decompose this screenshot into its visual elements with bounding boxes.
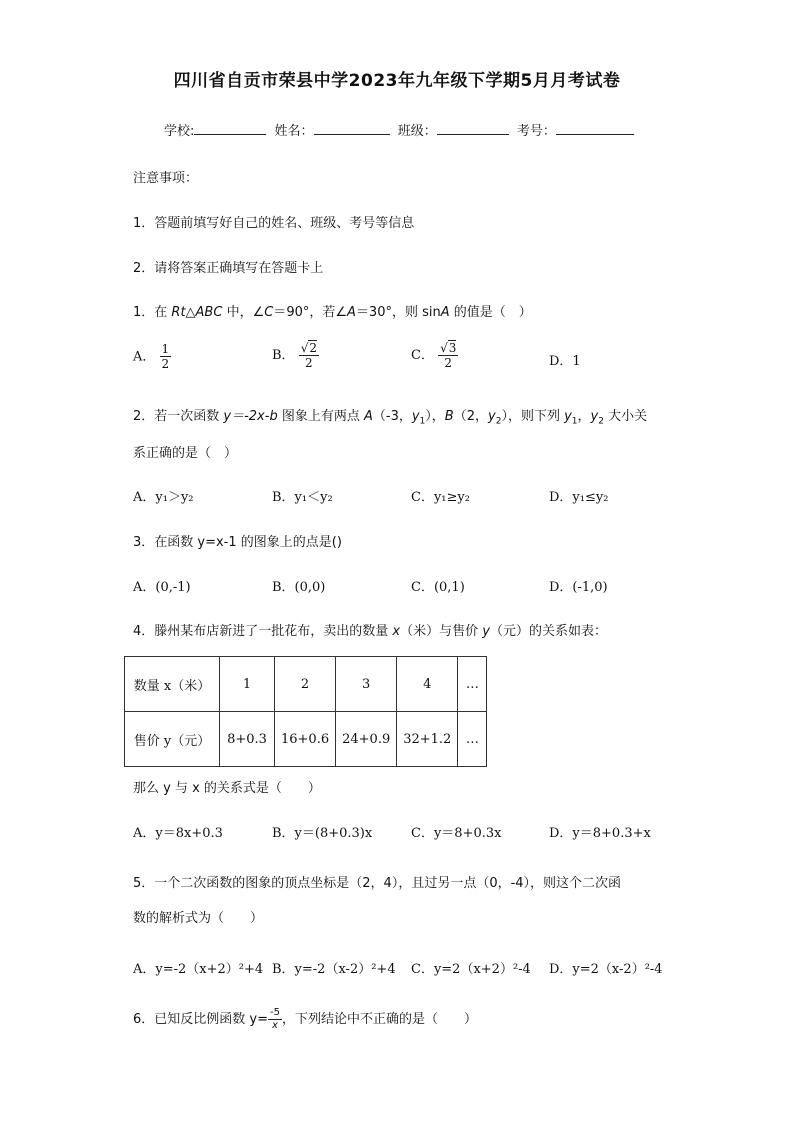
option-label: C．: [411, 347, 434, 363]
fraction-numerator: √2: [300, 341, 317, 355]
class-blank[interactable]: [437, 122, 509, 135]
quantity-price-table: [124, 656, 487, 767]
q2-text: 2．若一次函数: [133, 409, 224, 424]
q2-option-d[interactable]: D．y₁≤y₂: [549, 490, 609, 505]
q6-text: 6．已知反比例函数 y=: [133, 1012, 268, 1027]
q1-option-c[interactable]: [411, 340, 458, 371]
table-row: [125, 712, 487, 767]
q2-text: （-3，: [372, 409, 412, 424]
q5-option-d[interactable]: D．y=2（x-2）²-4: [549, 962, 663, 977]
question-5-stem-line1: 5．一个二次函数的图象的顶点坐标是（2，4），且过另一点（0，-4），则这个二次函: [133, 876, 622, 891]
question-4-stem: [133, 620, 607, 639]
fraction-sqrt3-over-2: [438, 340, 458, 371]
exam-title: 四川省自贡市荣县中学2023年九年级下学期5月月考试卷: [173, 71, 621, 91]
option-label: A．: [133, 349, 156, 365]
q2-text: ），: [425, 409, 445, 424]
q1-var: A: [347, 305, 356, 320]
question-6-stem: [133, 1007, 477, 1032]
class-label: 班级：: [397, 124, 437, 139]
table-cell: 1: [220, 657, 275, 712]
table-cell: 16+0.6: [275, 712, 336, 767]
q1-text: ＝30°，则 sin: [355, 305, 441, 320]
table-cell: 4: [397, 657, 458, 712]
q2-var: y: [564, 409, 572, 424]
radicand: 3: [448, 341, 457, 355]
fraction-denominator: 2: [305, 356, 313, 371]
table-cell: …: [458, 657, 487, 712]
name-label: 姓名：: [274, 124, 314, 139]
q4-var: x: [392, 624, 401, 639]
fraction-numerator: 1: [161, 342, 170, 356]
q2-text: ），则下列: [501, 409, 565, 424]
q1-triangle: Rt△ABC: [171, 305, 223, 320]
note-item-2: 2．请将答案正确填写在答题卡上: [133, 261, 324, 276]
fraction-one-half: [160, 342, 172, 372]
q2-option-c[interactable]: C．y₁≥y₂: [411, 490, 470, 505]
table-row: [125, 657, 487, 712]
option-label: B．: [272, 347, 295, 363]
school-blank[interactable]: [194, 122, 266, 135]
q3-option-d[interactable]: D．(-1,0): [549, 580, 608, 595]
q2-point: A: [363, 409, 373, 424]
q1-var: A: [440, 305, 450, 320]
q2-var: y: [488, 409, 496, 424]
q1-text: 的值是（ ）: [449, 305, 532, 320]
table-cell: 3: [336, 657, 397, 712]
q1-text: ＝90°，若∠: [273, 305, 348, 320]
note-item-1: 1．答题前填写好自己的姓名、班级、考号等信息: [133, 216, 415, 231]
question-2-stem-line2: 系正确的是（ ）: [133, 446, 238, 461]
q2-text: ，: [577, 409, 591, 424]
fraction-denominator: 2: [444, 356, 453, 371]
q2-point: B: [444, 409, 454, 424]
table-cell: 2: [275, 657, 336, 712]
q3-option-c[interactable]: C．(0,1): [411, 580, 465, 595]
q4-option-c[interactable]: C．y＝8+0.3x: [411, 826, 502, 841]
fraction-denominator: 2: [161, 357, 170, 372]
fraction-numerator: √3: [440, 341, 457, 355]
q2-option-b[interactable]: B．y₁＜y₂: [272, 490, 333, 505]
table-row-header: 售价 y（元）: [125, 712, 220, 767]
table-cell: 8+0.3: [220, 712, 275, 767]
q2-var: y: [411, 409, 420, 424]
q2-function: y＝-2x-b: [223, 409, 278, 424]
table-row-header: 数量 x（米）: [125, 657, 220, 712]
name-blank[interactable]: [314, 122, 390, 135]
q1-option-a[interactable]: [133, 342, 171, 372]
question-1-stem: [133, 301, 532, 320]
q2-text: 大小关: [603, 409, 648, 424]
q2-text: 图象上有两点: [277, 409, 364, 424]
q6-text: ，下列结论中不正确的是（ ）: [281, 1012, 477, 1027]
q5-option-b[interactable]: B．y=-2（x-2）²+4: [272, 962, 396, 977]
exam-no-label: 考号：: [516, 124, 556, 139]
q4-text: 4．滕州某布店新进了一批花布，卖出的数量: [133, 624, 393, 639]
q2-option-a[interactable]: A．y₁＞y₂: [133, 490, 194, 505]
fraction-neg5-over-x: [268, 1007, 282, 1032]
question-2-stem-line1: [133, 405, 647, 427]
q1-var: C: [264, 305, 274, 320]
q3-option-a[interactable]: A．(0,-1): [133, 580, 191, 595]
table-cell: 32+1.2: [397, 712, 458, 767]
notes-heading: 注意事项：: [133, 171, 199, 186]
q5-option-c[interactable]: C．y=2（x+2）²-4: [411, 962, 531, 977]
question-5-stem-line2: 数的解析式为（ ）: [133, 911, 264, 926]
q2-subscript: 2: [495, 416, 502, 427]
student-info-line: [164, 120, 638, 139]
question-4-after-table: 那么 y 与 x 的关系式是（ ）: [133, 781, 321, 796]
q1-text: 1．在: [133, 305, 172, 320]
q4-var: y: [482, 624, 490, 639]
q2-text: （2，: [453, 409, 488, 424]
radicand: 2: [309, 341, 317, 355]
fraction-sqrt2-over-2: [299, 340, 319, 371]
q4-option-b[interactable]: B．y＝(8+0.3)x: [272, 826, 373, 841]
fraction-denominator: [268, 1020, 282, 1032]
q1-option-b[interactable]: [272, 340, 319, 371]
q1-text: 中，∠: [222, 305, 265, 320]
q4-text: （元）的关系如表：: [489, 624, 607, 639]
q2-subscript: 1: [419, 416, 426, 427]
q1-option-d[interactable]: D．1: [549, 354, 581, 369]
q5-option-a[interactable]: A．y=-2（x+2）²+4: [133, 962, 264, 977]
q3-option-b[interactable]: B．(0,0): [272, 580, 326, 595]
q2-var: y: [590, 409, 599, 424]
question-3-stem: 3．在函数 y=x-1 的图象上的点是(): [133, 535, 342, 550]
q2-subscript: 2: [598, 416, 604, 427]
q4-option-a[interactable]: A．y＝8x+0.3: [133, 826, 223, 841]
exam-no-blank[interactable]: [556, 122, 634, 135]
q6-var: x: [272, 1020, 278, 1031]
table-cell: …: [458, 712, 487, 767]
q4-option-d[interactable]: D．y＝8+0.3+x: [549, 826, 651, 841]
q4-text: （米）与售价: [400, 624, 483, 639]
table-cell: 24+0.9: [336, 712, 397, 767]
school-label: 学校:: [164, 124, 195, 139]
q2-subscript: 1: [571, 416, 578, 427]
fraction-numerator: -5: [270, 1007, 280, 1018]
